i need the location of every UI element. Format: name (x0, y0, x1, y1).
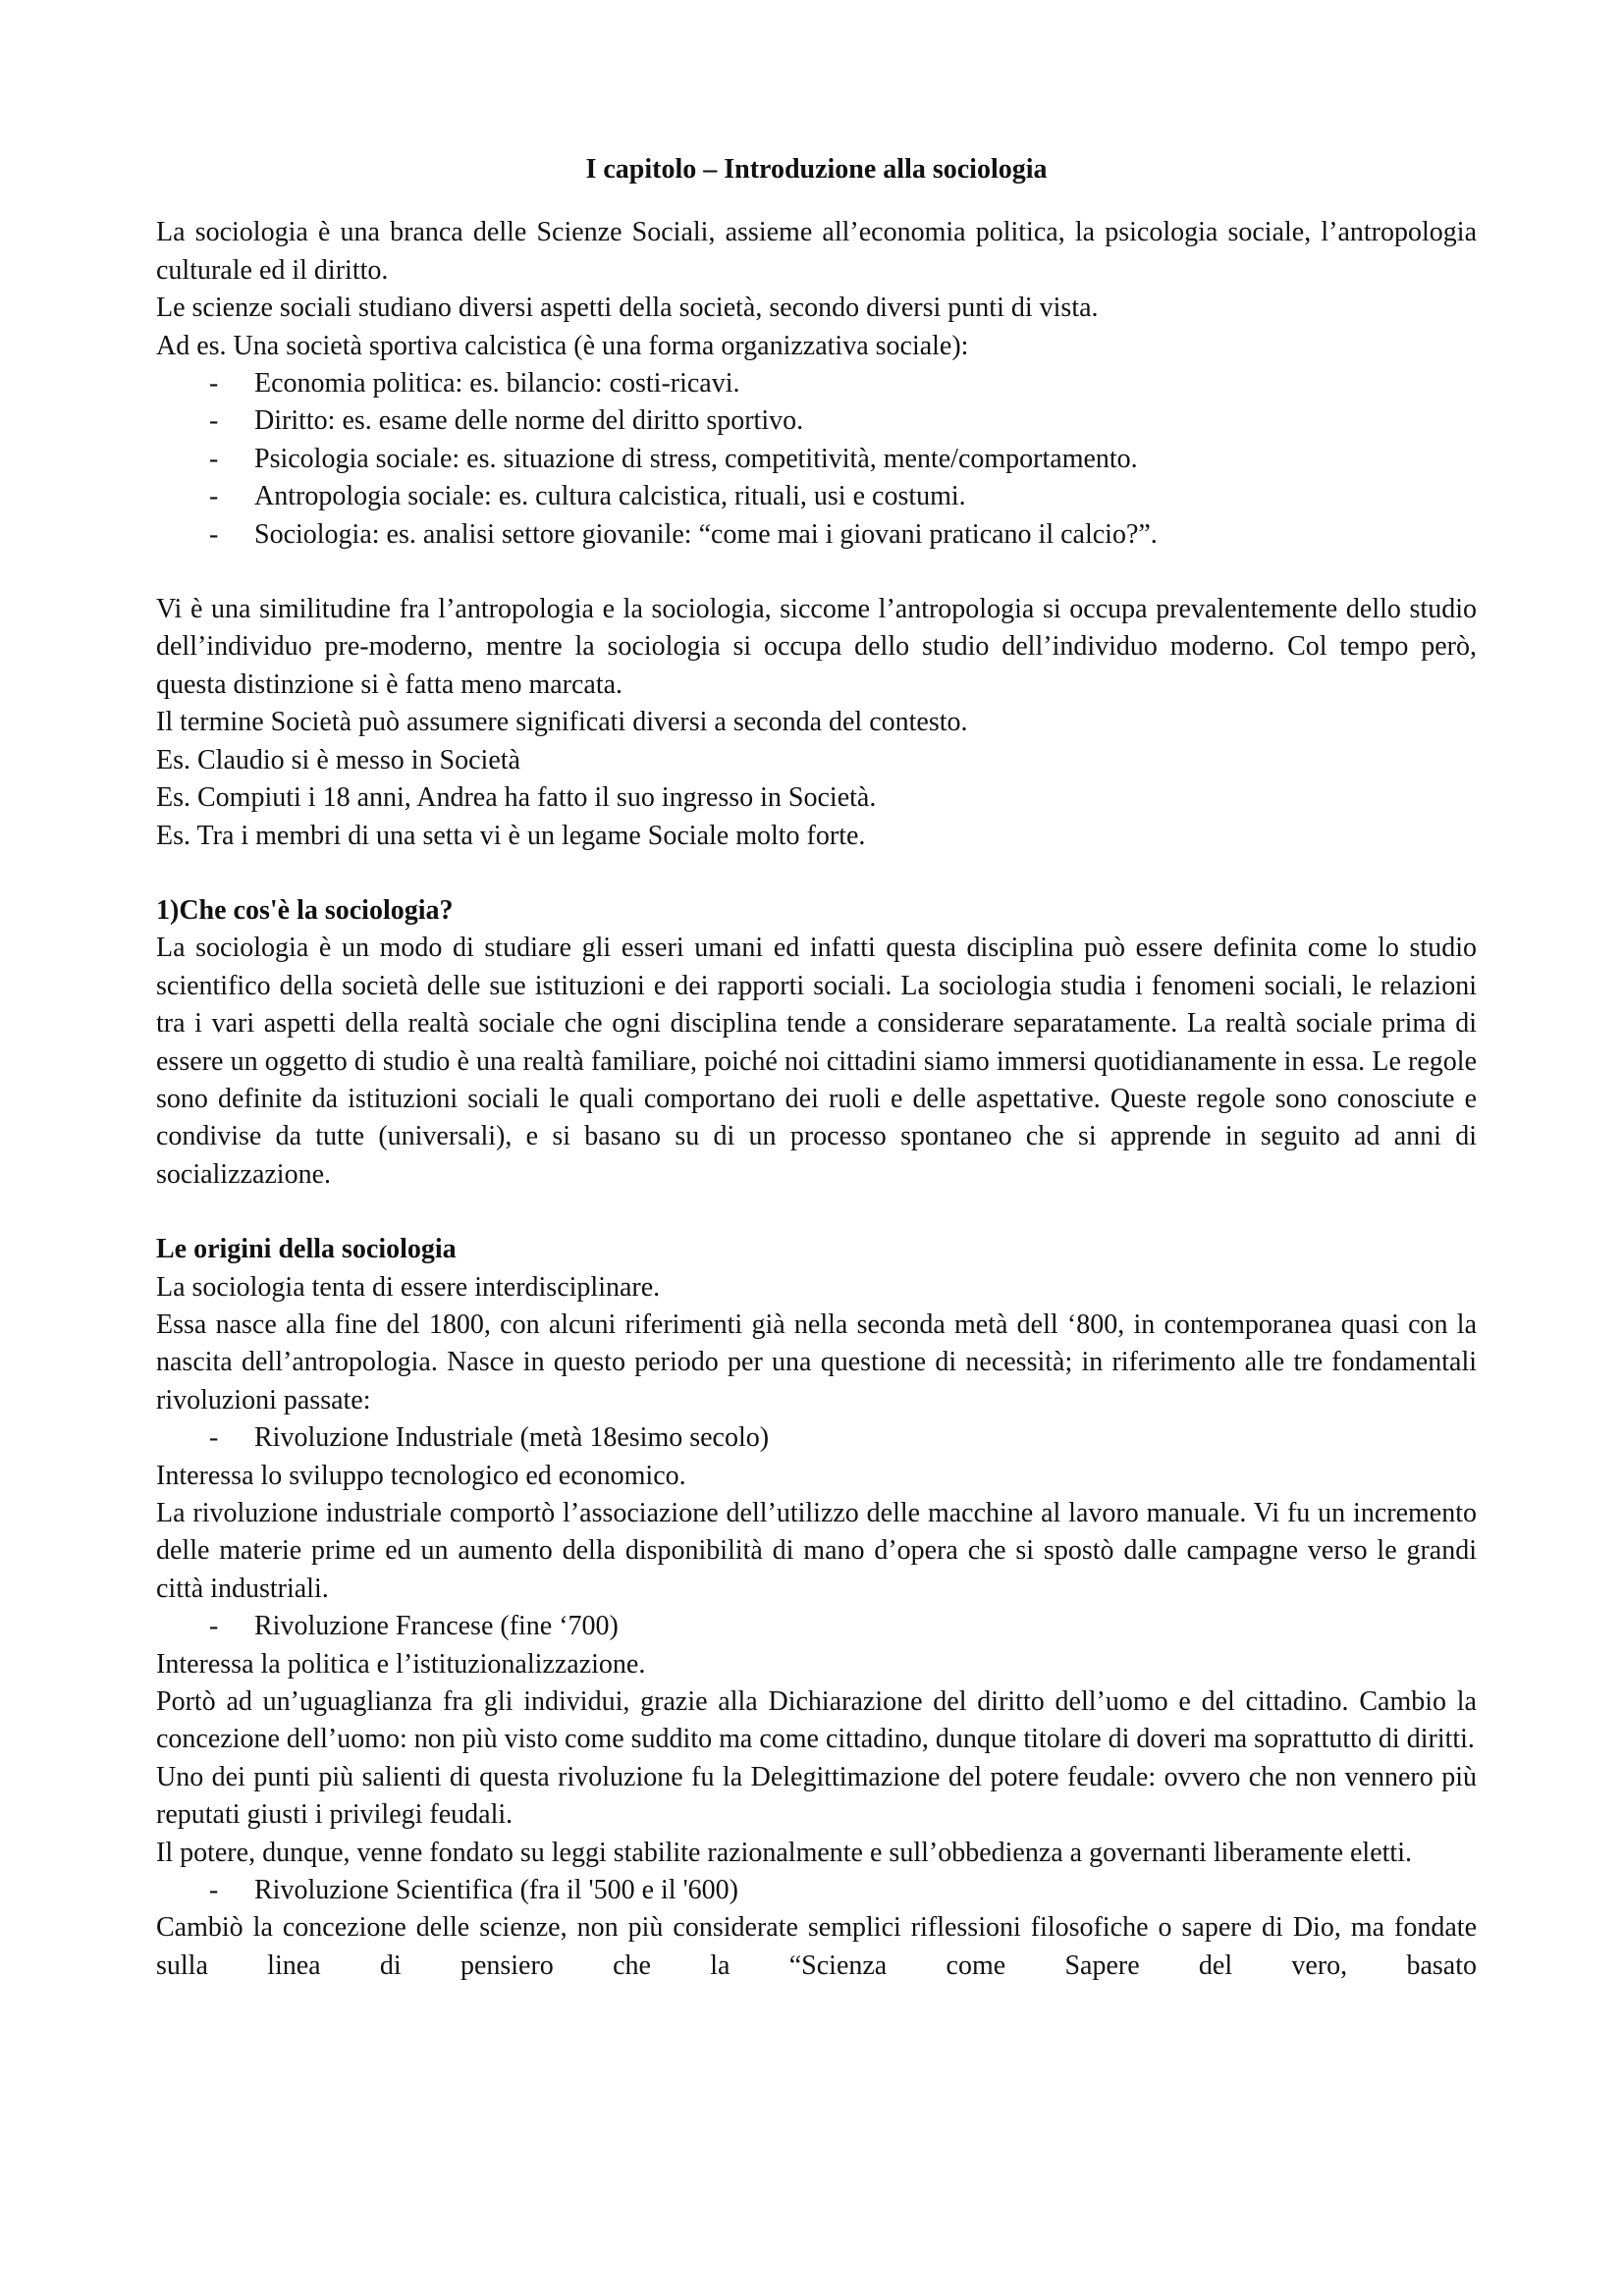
section-heading: 1)Che cos'è la sociologia? (156, 894, 454, 926)
section-paragraph: Cambiò la concezione delle scienze, non più considerate semplici riflessioni filosofiche o sapere di Dio, ma fondate sulla linea di pensiero che la “Scienza come Sapere del vero, basato (156, 1912, 1477, 1981)
section-paragraph: Interessa lo sviluppo tecnologico ed economico. (156, 1460, 686, 1491)
section-paragraph: Essa nasce alla fine del 1800, con alcuni riferimenti già nella seconda metà dell ‘800, in contemporanea quasi con la nascita dell’antropologia. Nasce in questo periodo per una questione di necessità; in riferimento alle tre fondamentali rivoluzioni passate: (156, 1308, 1477, 1415)
list-item: - Sociologia: es. analisi settore giovanile: “come mai i giovani praticano il calcio?”. (156, 516, 1477, 554)
section-paragraph: Il potere, dunque, venne fondato su leggi stabilite razionalmente e sull’obbedienza a governanti liberamente eletti. (156, 1837, 1412, 1868)
social-sciences-list (156, 365, 1477, 554)
list-item: - Rivoluzione Francese (fine ‘700) (156, 1608, 1477, 1645)
example-line: Es. Tra i membri di una setta vi è un legame Sociale molto forte. (156, 820, 866, 851)
intro-paragraph: Ad es. Una società sportiva calcistica (è una forma organizzativa sociale): (156, 330, 969, 361)
list-item: - Economia politica: es. bilancio: costi-ricavi. (156, 365, 1477, 402)
comparison-paragraph: Vi è una similitudine fra l’antropologia e la sociologia, siccome l’antropologia si occupa prevalentemente dello studio dell’individuo pre-moderno, mentre la sociologia si occupa dello studio dell’individuo moderno. Col tempo però, questa distinzione si è fatta meno marcata. (156, 594, 1477, 700)
section-paragraph: Uno dei punti più salienti di questa rivoluzione fu la Delegittimazione del potere feudale: ovvero che non vennero più reputati giusti i privilegi feudali. (156, 1761, 1477, 1831)
page-content (156, 151, 1477, 1985)
intro-paragraph: La sociologia è una branca delle Scienze Sociali, assieme all’economia politica, la psicologia sociale, l’antropologia culturale ed il diritto. (156, 217, 1477, 286)
section-paragraph: Interessa la politica e l’istituzionalizzazione. (156, 1648, 646, 1680)
page-title: I capitolo – Introduzione alla sociologia (585, 154, 1048, 185)
section-paragraph: La sociologia tenta di essere interdisciplinare. (156, 1271, 661, 1303)
intro-paragraph: Le scienze sociali studiano diversi aspetti della società, secondo diversi punti di vista. (156, 293, 1099, 324)
section-paragraph: La rivoluzione industriale comportò l’associazione dell’utilizzo delle macchine al lavoro manuale. Vi fu un incremento delle materie prime ed un aumento della disponibilità di mano d’opera che si spostò dalle campagne verso le grandi città industriali. (156, 1498, 1477, 1604)
section-paragraph: Portò ad un’uguaglianza fra gli individui, grazie alla Dichiarazione del diritto dell’uomo e del cittadino. Cambio la concezione dell’uomo: non più visto come suddito ma come cittadino, dunque titolare di doveri ma soprattutto di diritti. (156, 1686, 1477, 1755)
list-item: - Psicologia sociale: es. situazione di stress, competitività, mente/comportamento. (156, 441, 1477, 478)
list-item: - Antropologia sociale: es. cultura calcistica, rituali, usi e costumi. (156, 478, 1477, 515)
list-item: - Rivoluzione Industriale (metà 18esimo secolo) (156, 1419, 1477, 1457)
list-item: - Diritto: es. esame delle norme del diritto sportivo. (156, 402, 1477, 440)
section-paragraph: La sociologia è un modo di studiare gli esseri umani ed infatti questa disciplina può essere definita come lo studio scientifico della società delle sue istituzioni e dei rapporti sociali. La sociologia studia i fenomeni sociali, le relazioni tra i vari aspetti della realtà sociale che ogni disciplina tende a considerare separatamente. La realtà sociale prima di essere un oggetto di studio è una realtà familiare, poiché noi cittadini siamo immersi quotidianamente in essa. Le regole sono definite da istituzioni sociali le quali comportano dei ruoli e delle aspettative. Queste regole sono conosciute e condivise da tutte (universali), e si basano su di un processo spontaneo che si apprende in seguito ad anni di socializzazione. (156, 933, 1477, 1190)
spacer (156, 554, 1477, 591)
example-line: Es. Claudio si è messo in Società (156, 744, 520, 775)
revolution-list (156, 1608, 1477, 1645)
revolution-list (156, 1872, 1477, 1909)
section-heading: Le origini della sociologia (156, 1234, 457, 1265)
list-item: - Rivoluzione Scientifica (fra il '500 e il '600) (156, 1872, 1477, 1909)
comparison-paragraph: Il termine Società può assumere significati diversi a seconda del contesto. (156, 707, 968, 738)
spacer (156, 1194, 1477, 1231)
example-line: Es. Compiuti i 18 anni, Andrea ha fatto il suo ingresso in Società. (156, 782, 877, 814)
revolution-list (156, 1419, 1477, 1457)
spacer (156, 855, 1477, 892)
